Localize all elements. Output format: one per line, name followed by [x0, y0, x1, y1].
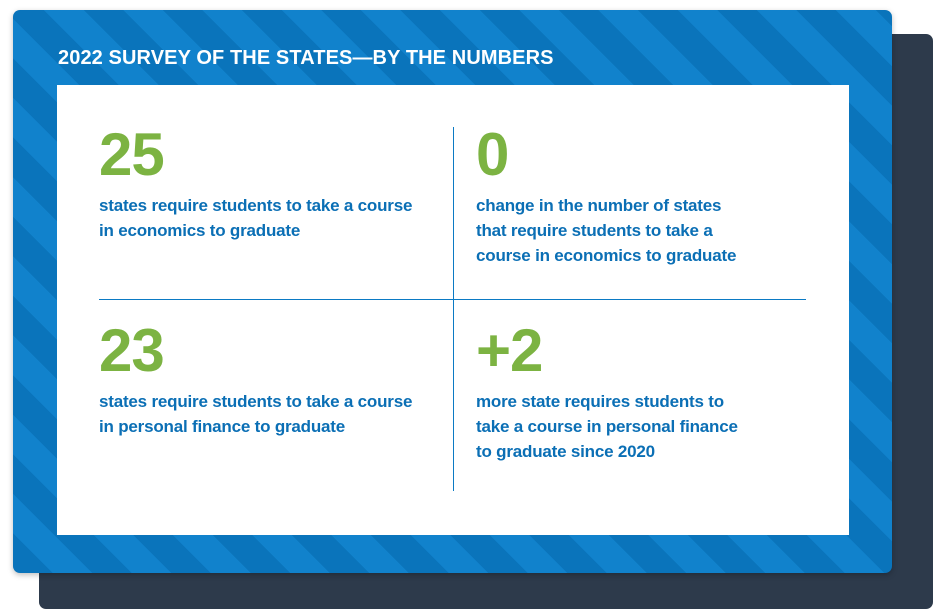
stat-value: 25	[99, 121, 164, 188]
vertical-divider	[453, 127, 454, 491]
stat-personal-finance-change	[476, 317, 756, 464]
stat-value: +2	[476, 317, 543, 384]
stat-description: change in the number of states that require students to take a course in economics to graduate	[476, 196, 737, 265]
card-title: 2022 SURVEY OF THE STATES—BY THE NUMBERS	[58, 47, 554, 69]
stat-description: states require students to take a course in personal finance to graduate	[99, 392, 413, 436]
stat-personal-finance-states	[99, 317, 429, 439]
stats-panel	[57, 85, 849, 535]
stat-description: states require students to take a course in economics to graduate	[99, 196, 413, 240]
stat-economics-change	[476, 121, 756, 268]
stat-value: 0	[476, 121, 509, 188]
stat-value: 23	[99, 317, 164, 384]
stat-economics-states	[99, 121, 429, 243]
stat-description: more state requires students to take a course in personal finance to graduate since 2020	[476, 392, 738, 461]
horizontal-divider	[99, 299, 806, 300]
stats-card	[13, 10, 892, 573]
